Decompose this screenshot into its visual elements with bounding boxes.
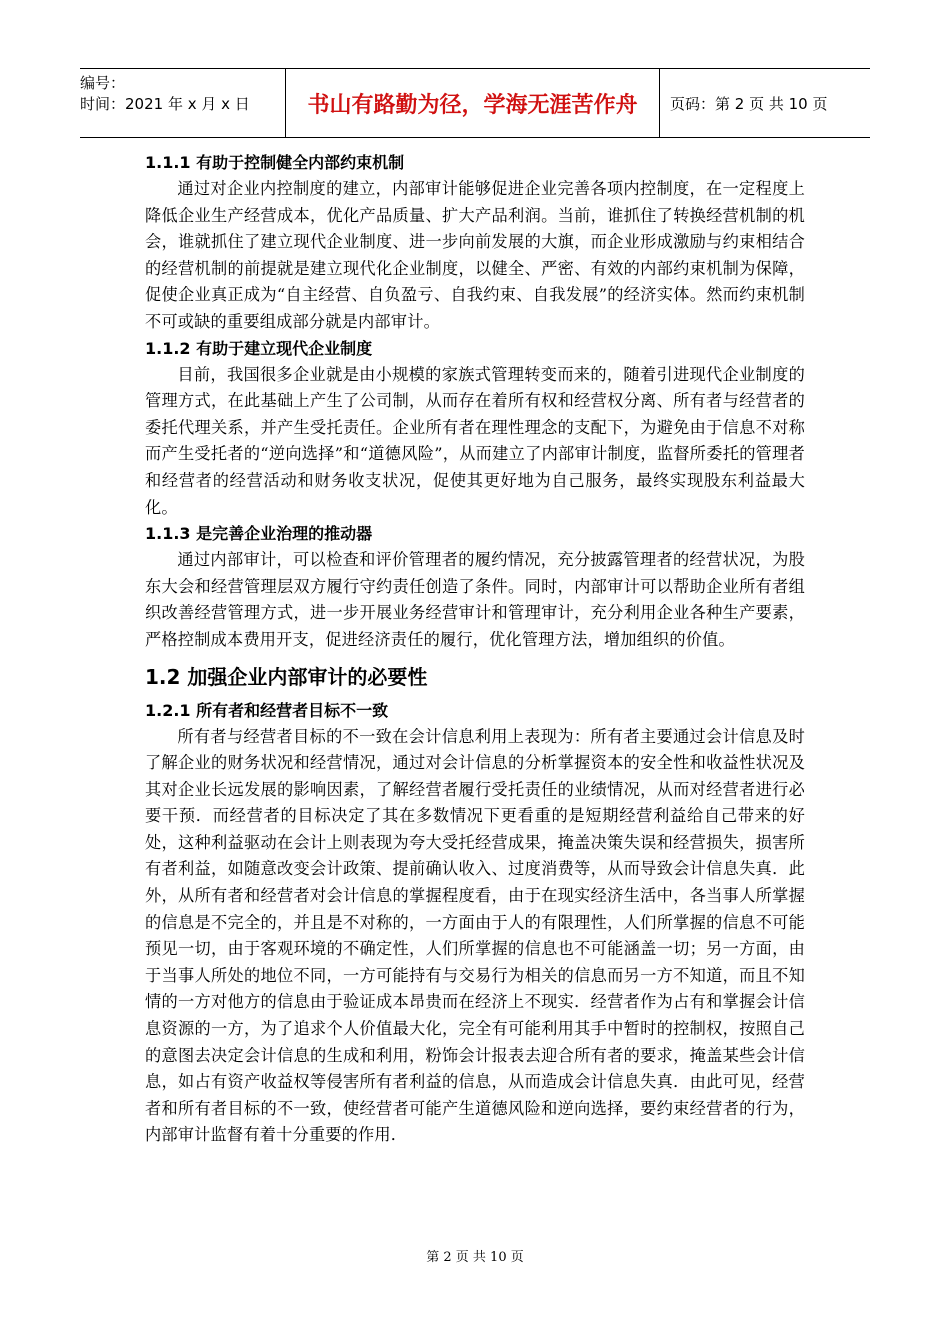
section-1-2-1-heading: 1.2.1 所有者和经营者目标不一致 bbox=[145, 700, 389, 720]
section-1-2-heading: 1.2 加强企业内部审计的必要性 bbox=[145, 664, 428, 689]
header-page-info: 页码：第 2 页 共 10 页 bbox=[670, 94, 828, 113]
code-label: 编号： bbox=[80, 74, 126, 92]
section-1-1-2-heading: 1.1.2 有助于建立现代企业制度 bbox=[145, 338, 373, 358]
document-body bbox=[145, 150, 805, 1149]
section-1-1-3-heading: 1.1.3 是完善企业治理的推动器 bbox=[145, 524, 373, 544]
page-footer: 第 2 页 共 10 页 bbox=[426, 1250, 524, 1265]
section-1-2-1-paragraph: 所有者与经营者目标的不一致在会计信息利用上表现为：所有者主要通过会计信息及时了解企业的财务状况和经营情况，通过对会计信息的分析掌握资本的安全性和收益性状况及其对企业长远发展的影响因素，了解经营者履行受托责任的业绩情况，从而对经营者进行必要干预．而经营者的目标决定了其在多数情况下更看重的是短期经营利益给自己带来的好处，这种利益驱动在会计上则表现为夸大受托经营成果，掩盖决策失误和经营损失，损害所有者利益，如随意改变会计政策、提前确认收入、过度消费等，从而导致会计信息失真．此外，从所有者和经营者对会计信息的掌握程度看，由于在现实经济生活中，各当事人所掌握的信息是不完全的，并且是不对称的，一方面由于人的有限理性，人们所掌握的信息不可能预见一切，由于客观环境的不确定性，人们所掌握的信息也不可能涵盖一切；另一方面，由于当事人所处的地位不同，一方可能持有与交易行为相关的信息而另一方不知道，而且不知情的一方对他方的信息由于验证成本昂贵而在经济上不现实．经营者作为占有和掌握会计信息资源的一方，为了追求个人价值最大化，完全有可能利用其手中暂时的控制权，按照自己的意图去决定会计信息的生成和利用，粉饰会计报表去迎合所有者的要求，掩盖某些会计信息，如占有资产收益权等侵害所有者利益的信息，从而造成会计信息失真．由此可见，经营者和所有者目标的不一致，使经营者可能产生道德风险和逆向选择，要约束经营者的行为，内部审计监督有着十分重要的作用． bbox=[145, 726, 805, 1145]
time-label: 时间：2021 年 x 月 x 日 bbox=[80, 95, 250, 113]
section-1-1-2-paragraph: 目前，我国很多企业就是由小规模的家族式管理转变而来的，随着引进现代企业制度的管理方式，在此基础上产生了公司制，从而存在着所有权和经营权分离、所有者与经营者的委托代理关系，并产生受托责任。企业所有者在理性理念的支配下，为避免由于信息不对称而产生受托者的“逆向选择”和“道德风险”，从而建立了内部审计制度，监督所委托的管理者和经营者的经营活动和财务收支状况，促使其更好地为自己服务，最终实现股东利益最大化。 bbox=[145, 364, 805, 517]
section-1-1-1-heading: 1.1.1 有助于控制健全内部约束机制 bbox=[145, 153, 405, 172]
header-motto: 书山有路勤为径，学海无涯苦作舟 bbox=[285, 69, 660, 137]
header-meta bbox=[80, 69, 285, 137]
page-header bbox=[80, 68, 870, 138]
section-1-1-1-paragraph: 通过对企业内控制度的建立，内部审计能够促进企业完善各项内控制度，在一定程度上降低企业生产经营成本，优化产品质量、扩大产品利润。当前，谁抓住了转换经营机制的机会，谁就抓住了建立现代企业制度、进一步向前发展的大旗，而企业形成激励与约束相结合的经营机制的前提就是建立现代化企业制度，以健全、严密、有效的内部约束机制为保障，促使企业真正成为“自主经营、自负盈亏、自我约束、自我发展”的经济实体。然而约束机制不可或缺的重要组成部分就是内部审计。 bbox=[145, 179, 805, 331]
section-1-1-3-paragraph: 通过内部审计，可以检查和评价管理者的履约情况，充分披露管理者的经营状况，为股东大会和经营管理层双方履行守约责任创造了条件。同时，内部审计可以帮助企业所有者组织改善经营管理方式，进一步开展业务经营审计和管理审计，充分利用企业各种生产要素，严格控制成本费用开支，促进经济责任的履行，优化管理方法，增加组织的价值。 bbox=[145, 550, 805, 649]
